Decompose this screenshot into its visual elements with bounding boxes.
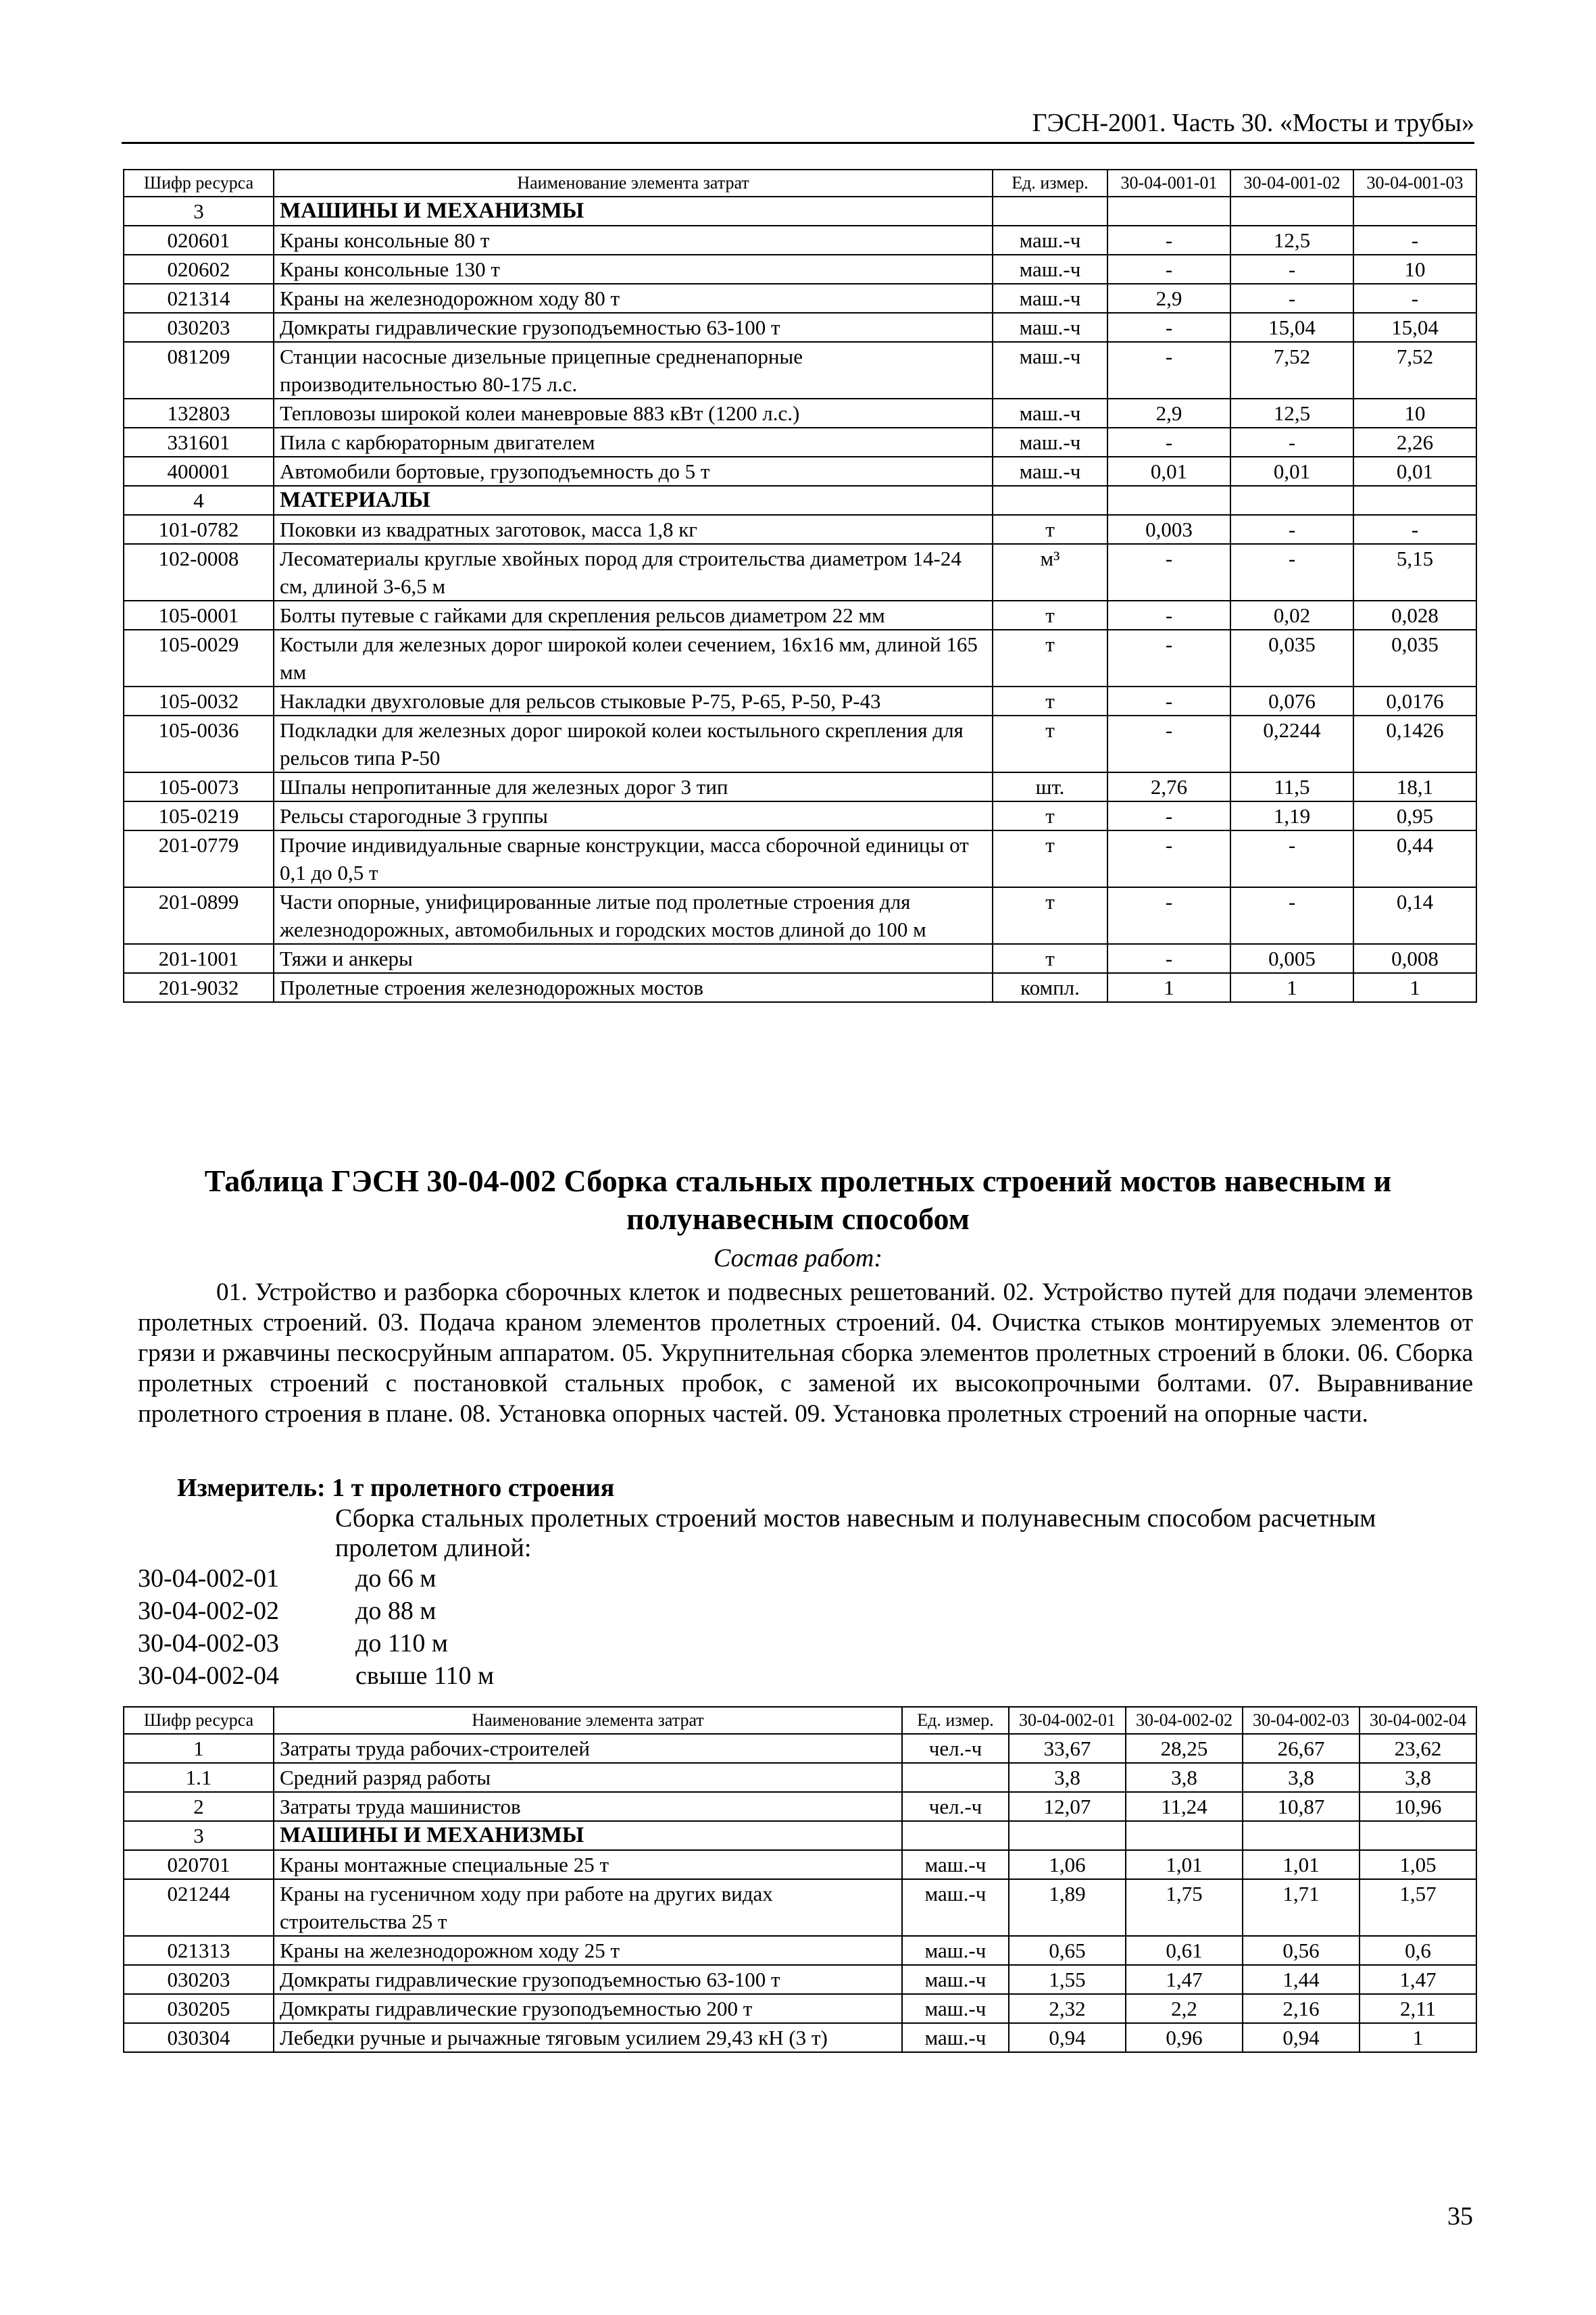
value-cell: 3,8 xyxy=(1360,1763,1476,1792)
unit-cell: т xyxy=(993,801,1107,830)
cost-element-name: Подкладки для железных дорог широкой колеи костыльного скрепления для рельсов типа Р-50 xyxy=(274,716,993,772)
value-cell: 2,32 xyxy=(1009,1994,1126,2023)
value-cell: - xyxy=(1107,226,1230,255)
value-cell: 1,19 xyxy=(1230,801,1353,830)
unit-cell: маш.-ч xyxy=(993,457,1107,486)
value-cell: 0,6 xyxy=(1360,1936,1476,1965)
value-cell: 2,9 xyxy=(1107,284,1230,313)
value-cell xyxy=(1353,486,1476,515)
unit-cell: компл. xyxy=(993,973,1107,1002)
unit-cell: маш.-ч xyxy=(993,226,1107,255)
unit-cell xyxy=(993,197,1107,226)
unit-cell: т xyxy=(993,687,1107,716)
value-cell xyxy=(1107,486,1230,515)
table-title: Таблица ГЭСН 30-04-002 Сборка стальных пролетных строений мостов навесным и полунавесным способом xyxy=(204,1164,1392,1236)
unit-cell: маш.-ч xyxy=(993,342,1107,399)
cost-element-name: Части опорные, унифицированные литые под пролетные строения для железнодорожных, автомобильных и городских мостов длиной до 100 м xyxy=(274,887,993,944)
unit-cell: маш.-ч xyxy=(993,428,1107,457)
resource-code: 105-0001 xyxy=(124,601,274,630)
value-cell: - xyxy=(1230,515,1353,544)
value-cell xyxy=(1353,197,1476,226)
value-cell: 2,11 xyxy=(1360,1994,1476,2023)
table-row xyxy=(124,687,1476,716)
section-row xyxy=(124,197,1476,226)
table-row xyxy=(124,2023,1476,2052)
cost-element-name: Поковки из квадратных заготовок, масса 1,8 кг xyxy=(274,515,993,544)
value-cell: 3,8 xyxy=(1009,1763,1126,1792)
resource-code: 030203 xyxy=(124,1965,274,1994)
cost-element-name: Затраты труда машинистов xyxy=(274,1792,902,1821)
value-cell: - xyxy=(1107,630,1230,687)
value-cell xyxy=(1009,1821,1126,1850)
value-cell: - xyxy=(1107,544,1230,601)
value-cell: - xyxy=(1107,313,1230,342)
value-cell: - xyxy=(1107,342,1230,399)
value-cell: 2,9 xyxy=(1107,399,1230,428)
resource-code: 105-0029 xyxy=(124,630,274,687)
resource-code: 105-0219 xyxy=(124,801,274,830)
table-row xyxy=(124,1792,1476,1821)
cost-element-name: Рельсы старогодные 3 группы xyxy=(274,801,993,830)
value-cell: 3,8 xyxy=(1243,1763,1360,1792)
value-cell: 1,71 xyxy=(1243,1879,1360,1936)
value-cell: 3,8 xyxy=(1126,1763,1243,1792)
unit-cell: т xyxy=(993,716,1107,772)
value-cell: 0,1426 xyxy=(1353,716,1476,772)
cost-element-name: Пролетные строения железнодорожных мостов xyxy=(274,973,993,1002)
unit-cell xyxy=(902,1821,1009,1850)
table-row xyxy=(124,1763,1476,1792)
col-header-unit: Ед. измер. xyxy=(993,170,1107,197)
value-cell: 15,04 xyxy=(1230,313,1353,342)
col-header-variant-02: 30-04-001-02 xyxy=(1230,170,1353,197)
resource-code: 3 xyxy=(124,197,274,226)
col-header-name: Наименование элемента затрат xyxy=(274,1707,902,1734)
value-cell: 1,57 xyxy=(1360,1879,1476,1936)
value-cell: - xyxy=(1230,830,1353,887)
table-header-row xyxy=(124,1707,1476,1734)
unit-cell: чел.-ч xyxy=(902,1734,1009,1763)
value-cell: 1 xyxy=(1230,973,1353,1002)
value-cell xyxy=(1107,197,1230,226)
variant-description: до 110 м xyxy=(355,1629,448,1658)
variant-description: до 66 м xyxy=(355,1564,437,1593)
table-row xyxy=(124,1965,1476,1994)
cost-element-name: Лебедки ручные и рычажные тяговым усилием 29,43 кН (3 т) xyxy=(274,2023,902,2052)
value-cell: - xyxy=(1107,601,1230,630)
value-cell: 0,01 xyxy=(1107,457,1230,486)
value-cell xyxy=(1230,486,1353,515)
variant-item xyxy=(138,1660,494,1692)
unit-cell: маш.-ч xyxy=(902,1936,1009,1965)
cost-element-name: Краны на железнодорожном ходу 80 т xyxy=(274,284,993,313)
resource-code: 105-0032 xyxy=(124,687,274,716)
value-cell: 2,2 xyxy=(1126,1994,1243,2023)
value-cell: 0,003 xyxy=(1107,515,1230,544)
col-header-code: Шифр ресурса xyxy=(124,170,274,197)
cost-element-name: Средний разряд работы xyxy=(274,1763,902,1792)
resource-code: 021313 xyxy=(124,1936,274,1965)
value-cell xyxy=(1243,1821,1360,1850)
variant-code: 30-04-002-03 xyxy=(138,1629,279,1658)
resource-code: 105-0036 xyxy=(124,716,274,772)
table-row xyxy=(124,1879,1476,1936)
value-cell: 1,47 xyxy=(1126,1965,1243,1994)
value-cell: 26,67 xyxy=(1243,1734,1360,1763)
resource-table-30-04-001 xyxy=(123,169,1477,1003)
value-cell: 1,44 xyxy=(1243,1965,1360,1994)
value-cell: - xyxy=(1353,284,1476,313)
value-cell: 10,87 xyxy=(1243,1792,1360,1821)
cost-element-name: Лесоматериалы круглые хвойных пород для строительства диаметром 14-24 см, длиной 3-6,5 м xyxy=(274,544,993,601)
resource-code: 331601 xyxy=(124,428,274,457)
col-header-unit: Ед. измер. xyxy=(902,1707,1009,1734)
cost-element-name: Прочие индивидуальные сварные конструкции, масса сборочной единицы от 0,1 до 0,5 т xyxy=(274,830,993,887)
resource-code: 105-0073 xyxy=(124,772,274,801)
value-cell: 15,04 xyxy=(1353,313,1476,342)
value-cell: 2,76 xyxy=(1107,772,1230,801)
resource-code: 201-1001 xyxy=(124,944,274,973)
table-row xyxy=(124,1994,1476,2023)
value-cell: 2,16 xyxy=(1243,1994,1360,2023)
value-cell: 0,2244 xyxy=(1230,716,1353,772)
composition-caption: Состав работ: xyxy=(713,1244,883,1272)
resource-code: 3 xyxy=(124,1821,274,1850)
value-cell: - xyxy=(1353,515,1476,544)
value-cell: - xyxy=(1107,944,1230,973)
value-cell: 0,01 xyxy=(1230,457,1353,486)
value-cell: - xyxy=(1107,830,1230,887)
value-cell: 0,076 xyxy=(1230,687,1353,716)
col-header-variant-04: 30-04-002-04 xyxy=(1360,1707,1476,1734)
col-header-variant-02: 30-04-002-02 xyxy=(1126,1707,1243,1734)
table-row xyxy=(124,457,1476,486)
value-cell: 0,01 xyxy=(1353,457,1476,486)
table-row xyxy=(124,1936,1476,1965)
table-row xyxy=(124,313,1476,342)
cost-element-name: Краны консольные 130 т xyxy=(274,255,993,284)
cost-element-name: Домкраты гидравлические грузоподъемностью 63-100 т xyxy=(274,313,993,342)
table-row xyxy=(124,515,1476,544)
value-cell: 0,008 xyxy=(1353,944,1476,973)
value-cell: 12,07 xyxy=(1009,1792,1126,1821)
value-cell xyxy=(1126,1821,1243,1850)
value-cell: 1 xyxy=(1353,973,1476,1002)
resource-code: 021314 xyxy=(124,284,274,313)
resource-code: 020601 xyxy=(124,226,274,255)
table-row xyxy=(124,1850,1476,1879)
variant-code: 30-04-002-02 xyxy=(138,1597,279,1625)
value-cell: 1 xyxy=(1107,973,1230,1002)
table-row xyxy=(124,630,1476,687)
variant-description: до 88 м xyxy=(355,1597,437,1625)
value-cell: 12,5 xyxy=(1230,226,1353,255)
value-cell: 0,44 xyxy=(1353,830,1476,887)
value-cell: 0,61 xyxy=(1126,1936,1243,1965)
value-cell: 10,96 xyxy=(1360,1792,1476,1821)
value-cell: - xyxy=(1230,887,1353,944)
table-row xyxy=(124,973,1476,1002)
cost-element-name: Краны консольные 80 т xyxy=(274,226,993,255)
col-header-variant-03: 30-04-002-03 xyxy=(1243,1707,1360,1734)
value-cell: - xyxy=(1230,284,1353,313)
cost-element-name: Костыли для железных дорог широкой колеи сечением, 16х16 мм, длиной 165 мм xyxy=(274,630,993,687)
table-row xyxy=(124,801,1476,830)
resource-code: 1 xyxy=(124,1734,274,1763)
table-body xyxy=(124,1734,1476,2052)
section-heading: МАШИНЫ И МЕХАНИЗМЫ xyxy=(274,1821,902,1850)
value-cell: 5,15 xyxy=(1353,544,1476,601)
unit-cell: чел.-ч xyxy=(902,1792,1009,1821)
variant-item xyxy=(138,1562,494,1595)
unit-cell: маш.-ч xyxy=(902,1850,1009,1879)
table-row xyxy=(124,1734,1476,1763)
table-body xyxy=(124,197,1476,1002)
value-cell: 11,24 xyxy=(1126,1792,1243,1821)
unit-cell: маш.-ч xyxy=(902,1965,1009,1994)
table-row xyxy=(124,342,1476,399)
variant-item xyxy=(138,1627,494,1660)
value-cell: 1,75 xyxy=(1126,1879,1243,1936)
table-row xyxy=(124,944,1476,973)
cost-element-name: Краны на гусеничном ходу при работе на других видах строительства 25 т xyxy=(274,1879,902,1936)
cost-element-name: Краны монтажные специальные 25 т xyxy=(274,1850,902,1879)
cost-element-name: Станции насосные дизельные прицепные средненапорные производительностью 80-175 л.с. xyxy=(274,342,993,399)
cost-element-name: Домкраты гидравлические грузоподъемностью 63-100 т xyxy=(274,1965,902,1994)
value-cell: 11,5 xyxy=(1230,772,1353,801)
value-cell: - xyxy=(1230,255,1353,284)
unit-cell: маш.-ч xyxy=(993,255,1107,284)
cost-element-name: Болты путевые с гайками для скрепления рельсов диаметром 22 мм xyxy=(274,601,993,630)
resource-code: 1.1 xyxy=(124,1763,274,1792)
table-row xyxy=(124,716,1476,772)
value-cell: 7,52 xyxy=(1353,342,1476,399)
value-cell: 1,06 xyxy=(1009,1850,1126,1879)
cost-element-name: Краны на железнодорожном ходу 25 т xyxy=(274,1936,902,1965)
unit-cell: т xyxy=(993,944,1107,973)
resource-code: 201-9032 xyxy=(124,973,274,1002)
value-cell: 10 xyxy=(1353,399,1476,428)
value-cell: 0,0176 xyxy=(1353,687,1476,716)
cost-element-name: Тяжи и анкеры xyxy=(274,944,993,973)
col-header-variant-03: 30-04-001-03 xyxy=(1353,170,1476,197)
value-cell: - xyxy=(1353,226,1476,255)
value-cell: - xyxy=(1107,687,1230,716)
cost-element-name: Пила с карбюраторным двигателем xyxy=(274,428,993,457)
table-row xyxy=(124,284,1476,313)
value-cell: 28,25 xyxy=(1126,1734,1243,1763)
value-cell: 1 xyxy=(1360,2023,1476,2052)
cost-element-name: Затраты труда рабочих-строителей xyxy=(274,1734,902,1763)
value-cell: 18,1 xyxy=(1353,772,1476,801)
table-header-row xyxy=(124,170,1476,197)
value-cell: 1,55 xyxy=(1009,1965,1126,1994)
unit-cell xyxy=(993,486,1107,515)
table-row xyxy=(124,255,1476,284)
section-heading: МАШИНЫ И МЕХАНИЗМЫ xyxy=(274,197,993,226)
value-cell xyxy=(1230,197,1353,226)
value-cell: 23,62 xyxy=(1360,1734,1476,1763)
value-cell: 7,52 xyxy=(1230,342,1353,399)
value-cell: 0,02 xyxy=(1230,601,1353,630)
value-cell: - xyxy=(1107,801,1230,830)
resource-code: 101-0782 xyxy=(124,515,274,544)
section-heading: МАТЕРИАЛЫ xyxy=(274,486,993,515)
value-cell: 0,94 xyxy=(1243,2023,1360,2052)
table-row xyxy=(124,887,1476,944)
resource-code: 400001 xyxy=(124,457,274,486)
value-cell: 0,005 xyxy=(1230,944,1353,973)
page-number: 35 xyxy=(1447,2202,1473,2231)
unit-cell xyxy=(902,1763,1009,1792)
unit-cell: т xyxy=(993,887,1107,944)
unit-cell: т xyxy=(993,830,1107,887)
table-row xyxy=(124,428,1476,457)
resource-code: 021244 xyxy=(124,1879,274,1936)
section-row xyxy=(124,1821,1476,1850)
resource-code: 2 xyxy=(124,1792,274,1821)
resource-code: 030203 xyxy=(124,313,274,342)
value-cell: 0,56 xyxy=(1243,1936,1360,1965)
table-row xyxy=(124,399,1476,428)
resource-code: 132803 xyxy=(124,399,274,428)
value-cell: 1,89 xyxy=(1009,1879,1126,1936)
variant-list xyxy=(138,1562,494,1692)
section-row xyxy=(124,486,1476,515)
table-row xyxy=(124,226,1476,255)
value-cell: 0,94 xyxy=(1009,2023,1126,2052)
table-row xyxy=(124,601,1476,630)
unit-cell: маш.-ч xyxy=(902,2023,1009,2052)
resource-code: 102-0008 xyxy=(124,544,274,601)
value-cell: 33,67 xyxy=(1009,1734,1126,1763)
resource-code: 201-0779 xyxy=(124,830,274,887)
value-cell: 0,028 xyxy=(1353,601,1476,630)
unit-cell: т xyxy=(993,601,1107,630)
table-row xyxy=(124,544,1476,601)
cost-element-name: Домкраты гидравлические грузоподъемностью 200 т xyxy=(274,1994,902,2023)
resource-code: 020701 xyxy=(124,1850,274,1879)
unit-cell: м³ xyxy=(993,544,1107,601)
table-row xyxy=(124,772,1476,801)
value-cell xyxy=(1360,1821,1476,1850)
value-cell: 0,14 xyxy=(1353,887,1476,944)
value-cell: - xyxy=(1107,255,1230,284)
variant-code: 30-04-002-04 xyxy=(138,1662,279,1690)
col-header-variant-01: 30-04-002-01 xyxy=(1009,1707,1126,1734)
variant-description: свыше 110 м xyxy=(355,1662,495,1690)
value-cell: 1,05 xyxy=(1360,1850,1476,1879)
variant-code: 30-04-002-01 xyxy=(138,1564,279,1593)
unit-cell: маш.-ч xyxy=(993,284,1107,313)
value-cell: 10 xyxy=(1353,255,1476,284)
unit-cell: т xyxy=(993,630,1107,687)
value-cell: - xyxy=(1230,544,1353,601)
resource-code: 020602 xyxy=(124,255,274,284)
col-header-code: Шифр ресурса xyxy=(124,1707,274,1734)
value-cell: - xyxy=(1107,428,1230,457)
meter-label: Измеритель: 1 т пролетного строения xyxy=(177,1474,615,1502)
unit-cell: шт. xyxy=(993,772,1107,801)
unit-cell: т xyxy=(993,515,1107,544)
resource-code: 030304 xyxy=(124,2023,274,2052)
value-cell: - xyxy=(1230,428,1353,457)
cost-element-name: Накладки двухголовые для рельсов стыковые Р-75, Р-65, Р-50, Р-43 xyxy=(274,687,993,716)
running-header: ГЭСН-2001. Часть 30. «Мосты и трубы» xyxy=(1032,109,1474,137)
value-cell: - xyxy=(1107,716,1230,772)
value-cell: 0,96 xyxy=(1126,2023,1243,2052)
header-rule xyxy=(122,142,1474,144)
value-cell: - xyxy=(1107,887,1230,944)
cost-element-name: Шпалы непропитанные для железных дорог 3 тип xyxy=(274,772,993,801)
unit-cell: маш.-ч xyxy=(902,1994,1009,2023)
value-cell: 1,01 xyxy=(1243,1850,1360,1879)
variant-item xyxy=(138,1595,494,1627)
value-cell: 12,5 xyxy=(1230,399,1353,428)
unit-cell: маш.-ч xyxy=(993,399,1107,428)
value-cell: 0,035 xyxy=(1230,630,1353,687)
unit-cell: маш.-ч xyxy=(993,313,1107,342)
resource-code: 081209 xyxy=(124,342,274,399)
resource-code: 030205 xyxy=(124,1994,274,2023)
resource-table-30-04-002 xyxy=(123,1706,1477,2053)
cost-element-name: Тепловозы широкой колеи маневровые 883 кВт (1200 л.с.) xyxy=(274,399,993,428)
value-cell: 0,65 xyxy=(1009,1936,1126,1965)
value-cell: 0,035 xyxy=(1353,630,1476,687)
col-header-variant-01: 30-04-001-01 xyxy=(1107,170,1230,197)
variant-intro: Сборка стальных пролетных строений мостов навесным и полунавесным способом расчетным пролетом длиной: xyxy=(335,1504,1376,1562)
table-row xyxy=(124,830,1476,887)
resource-code: 201-0899 xyxy=(124,887,274,944)
unit-cell: маш.-ч xyxy=(902,1879,1009,1936)
col-header-name: Наименование элемента затрат xyxy=(274,170,993,197)
resource-code: 4 xyxy=(124,486,274,515)
value-cell: 0,95 xyxy=(1353,801,1476,830)
value-cell: 2,26 xyxy=(1353,428,1476,457)
work-composition-text: 01. Устройство и разборка сборочных клеток и подвесных решетований. 02. Устройство путей для подачи элементов пролетных строений. 03. Подача краном элементов пролетных строений. 04. Очистка стыков монтируемых элементов от грязи и ржавчины пескосруйным аппаратом. 05. Укрупнительная сборка элементов пролетных строений в блоки. 06. Сборка пролетных строений с постановкой стальных пробок, с заменой их высокопрочными болтами. 07. Выравнивание пролетного строения в плане. 08. Установка опорных частей. 09. Установка пролетных строений на опорные части. xyxy=(138,1278,1473,1428)
value-cell: 1,01 xyxy=(1126,1850,1243,1879)
cost-element-name: Автомобили бортовые, грузоподъемность до 5 т xyxy=(274,457,993,486)
value-cell: 1,47 xyxy=(1360,1965,1476,1994)
